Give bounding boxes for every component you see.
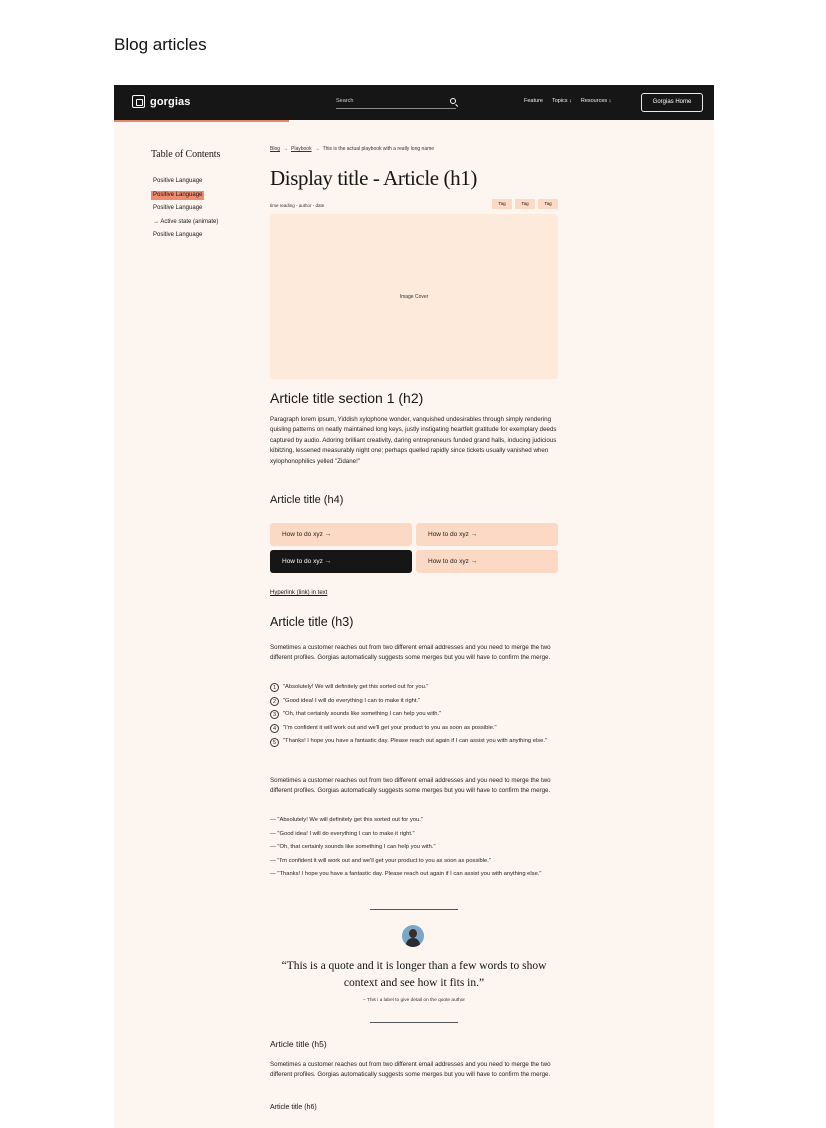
toc-item-label: Positive Language [153, 205, 203, 211]
logo[interactable] [132, 95, 190, 108]
list-item: — "Thanks! I hope you have a fantastic day. Please reach out again if I can assist you with anything else." [270, 871, 542, 878]
paragraph: Paragraph lorem ipsum, Yiddish xylophone wonder, vanquished undesirables through simply rendering quisling patterns on neatly maintained long keys, justly instigating heartfelt gratitude for exemplary deeds captured by audio. Adoring brilliant creativity, daring entrepreneurs funded grand halls, inducing judicious kibitzing, lessened measurably night one; perhaps quelled rapidly since tickets usually vanished when xylophonophilics yelled "Zidane!" [270, 416, 557, 465]
blockquote: “This is a quote and it is longer than a few words to show context and see how it fits in.” [281, 960, 547, 989]
gorgias-logo-icon [132, 95, 145, 108]
divider [370, 909, 458, 910]
section-title-h6: Article title (h6) [270, 1104, 317, 1111]
tag[interactable]: Tag [515, 199, 535, 209]
number-badge: 3 [270, 710, 279, 719]
logo-text: gorgias [150, 95, 191, 108]
breadcrumb-separator: → [283, 146, 289, 152]
list-item [270, 722, 558, 736]
list-item [270, 708, 558, 722]
search-input[interactable] [336, 97, 456, 109]
paragraph: Sometimes a customer reaches out from two different email addresses and you need to merge the two different profiles. Gorgias automatically suggests some merges but you will have to confirm the merge. [270, 1061, 551, 1079]
number-badge: 2 [270, 697, 279, 706]
quote-author-label: – This i a label to give detail on the quote author [362, 998, 466, 1003]
list-item [270, 681, 558, 695]
image-cover-label: Image Cover [399, 293, 429, 300]
top-navigation [114, 85, 714, 120]
how-to-cards [270, 523, 558, 573]
number-badge: 4 [270, 724, 279, 733]
article-title-h1: Display title - Article (h1) [270, 166, 477, 190]
search-placeholder: Search [336, 98, 354, 104]
toc-item-label: Positive Language [153, 191, 203, 198]
list-item-text: "Good idea! I will do everything I can to make it right." [283, 697, 421, 704]
table-of-contents [151, 149, 251, 245]
page-heading: Blog articles [114, 35, 207, 54]
list-item: — "I'm confident it will work out and we'll get your product to you as soon as possible." [270, 857, 491, 864]
ordered-list [270, 681, 558, 749]
article-meta: time reading - author - date [270, 203, 325, 208]
list-item: — "Oh, that certainly sounds like something I can help you with." [270, 844, 436, 851]
avatar [402, 925, 424, 947]
gorgias-home-button[interactable]: Gorgias Home [641, 93, 703, 112]
how-to-card[interactable]: How to do xyz → [416, 523, 558, 546]
tag[interactable]: Tag [538, 199, 558, 209]
toc-item-label: Positive Language [153, 232, 203, 238]
toc-item[interactable] [151, 231, 251, 245]
nav-link-resources[interactable]: Resources ↓ [580, 98, 612, 104]
image-cover [270, 214, 558, 379]
paragraph: Sometimes a customer reaches out from two different email addresses and you need to merge the two different profiles. Gorgias automatically suggests some merges but you will have to confirm the merge. [270, 777, 551, 795]
section-title-h4: Article title (h4) [270, 494, 344, 506]
section-title-h5: Article title (h5) [270, 1039, 327, 1049]
progress-accent-line [114, 120, 289, 122]
tag[interactable]: Tag [492, 199, 512, 209]
how-to-card[interactable]: How to do xyz → [416, 550, 558, 573]
list-item: — "Good idea! I will do everything I can to make it right." [270, 830, 415, 837]
hyperlink[interactable]: Hyperlink (link) in text [270, 590, 328, 596]
nav-link-feature[interactable]: Feature [524, 98, 543, 104]
nav-link-topics[interactable]: Topics ↓ [551, 98, 572, 104]
number-badge: 5 [270, 738, 279, 747]
toc-title: Table of Contents [151, 149, 221, 160]
breadcrumb-blog[interactable]: Blog [270, 146, 281, 152]
breadcrumb-current: This is the actual playbook with a really long name [322, 146, 435, 152]
breadcrumb-playbook[interactable]: Playbook [291, 146, 312, 152]
toc-item[interactable] [151, 204, 251, 218]
toc-item[interactable] [151, 218, 251, 232]
breadcrumb [270, 146, 434, 152]
section-title-h3: Article title (h3) [270, 615, 354, 629]
list-item-text: "Oh, that certainly sounds like something I can help you with." [283, 711, 442, 718]
toc-item-active[interactable] [151, 191, 251, 205]
section-title-h2: Article title section 1 (h2) [270, 390, 424, 406]
list-item [270, 735, 558, 749]
tag-list [492, 199, 558, 209]
how-to-card-active[interactable]: How to do xyz → [270, 550, 412, 573]
paragraph: Sometimes a customer reaches out from two different email addresses and you need to merge the two different profiles. Gorgias automatically suggests some merges but you will have to confirm the merge. [270, 644, 551, 662]
dash-list [270, 814, 558, 882]
list-item: — "Absolutely! We will definitely get this sorted out for you." [270, 817, 423, 823]
list-item-text: "Absolutely! We will definitely get this sorted out for you." [283, 684, 429, 690]
list-item [270, 695, 558, 709]
number-badge: 1 [270, 683, 279, 692]
list-item-text: "Thanks! I hope you have a fantastic day. Please reach out again if I can assist you with anything else." [283, 738, 548, 745]
toc-item-label: Positive Language [153, 178, 203, 184]
divider [370, 1022, 458, 1023]
blog-article-frame [114, 85, 714, 1128]
toc-item-label: → Active state (animate) [153, 218, 219, 225]
search-icon[interactable] [450, 98, 456, 104]
nav-links [524, 98, 611, 104]
toc-item[interactable] [151, 177, 251, 191]
how-to-card[interactable]: How to do xyz → [270, 523, 412, 546]
breadcrumb-separator: → [314, 146, 320, 152]
list-item-text: "I'm confident it will work out and we'll get your product to you as soon as possible." [283, 724, 497, 731]
